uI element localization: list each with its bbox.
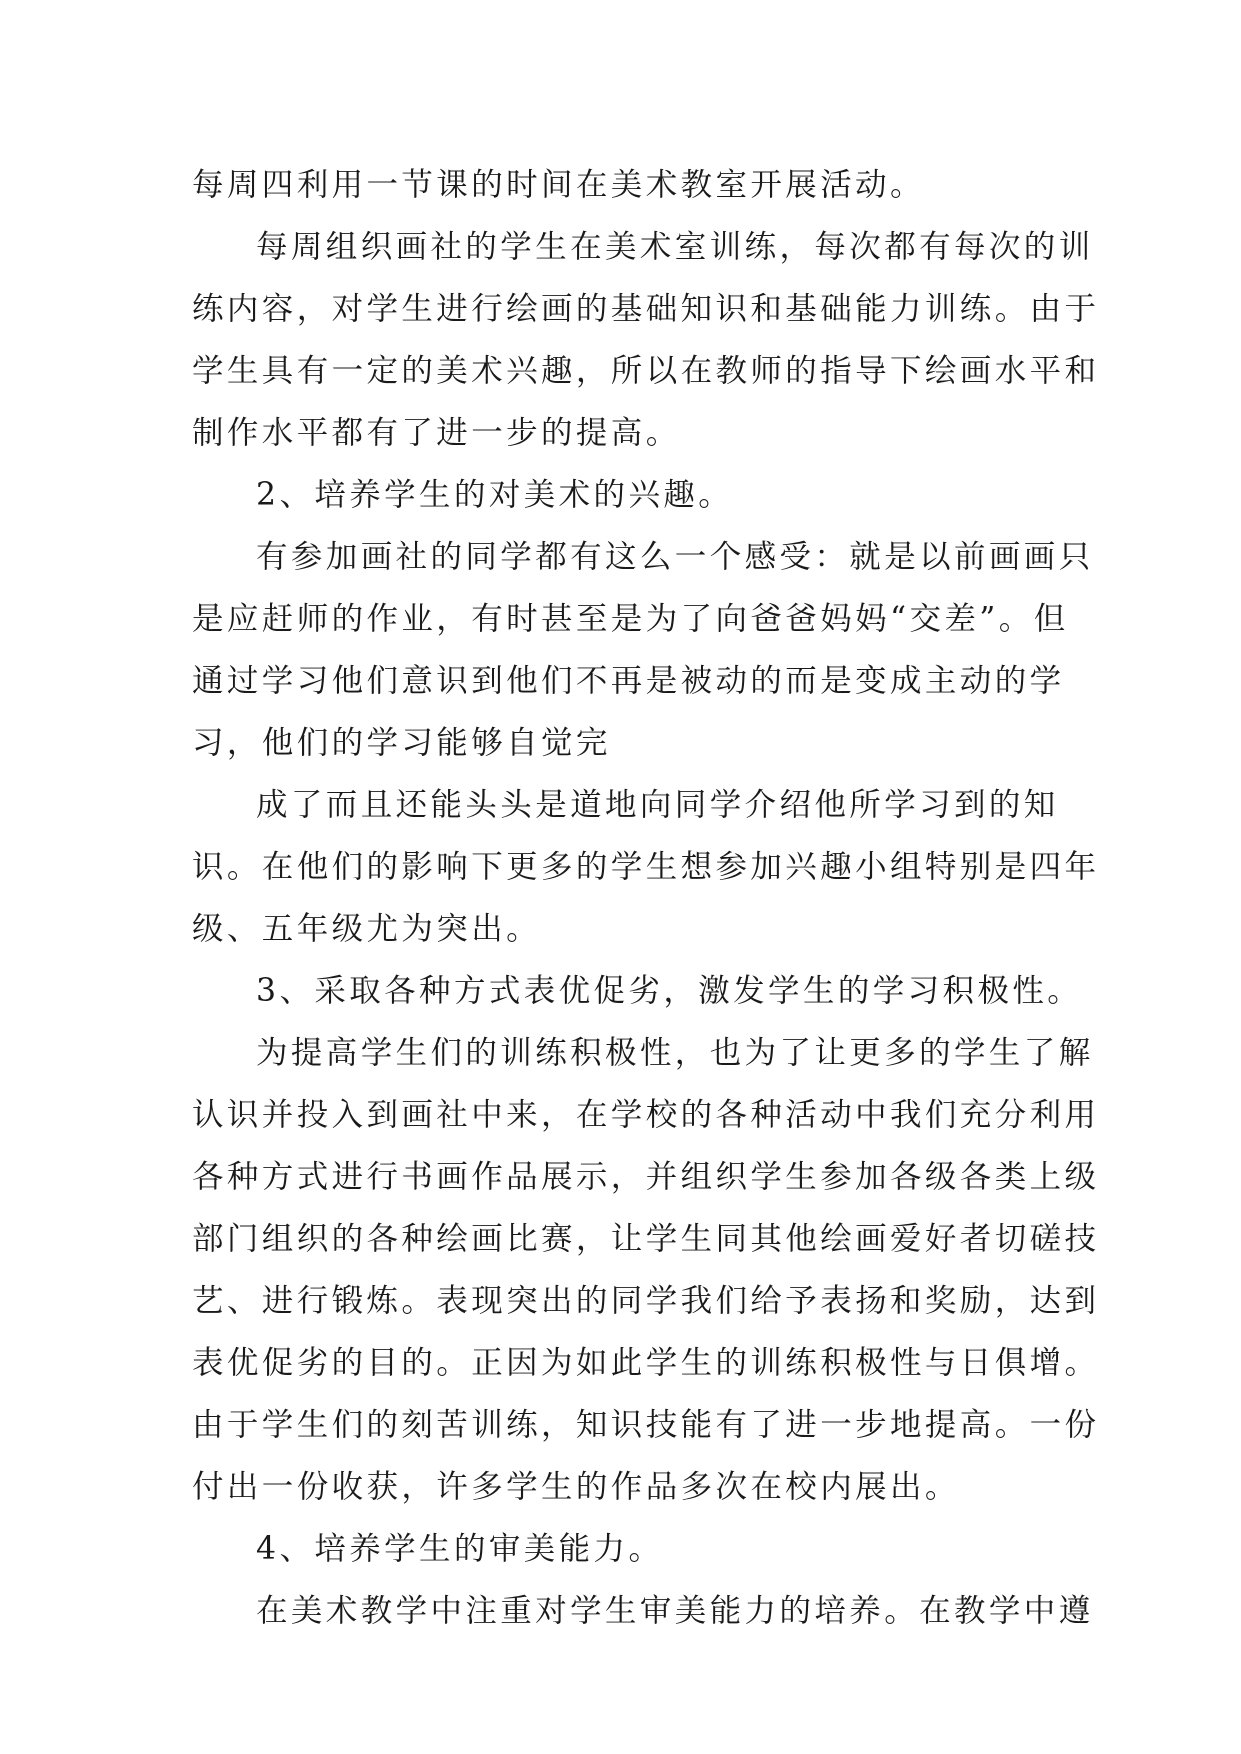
text-line: 由于学生们的刻苦训练，知识技能有了进一步地提高。一份 [192,1407,1100,1443]
text-line: 学生具有一定的美术兴趣，所以在教师的指导下绘画水平和 [192,353,1100,389]
text-line: 艺、进行锻炼。表现突出的同学我们给予表扬和奖励，达到 [192,1283,1100,1319]
text-line: 每周四利用一节课的时间在美术教室开展活动。 [192,167,925,203]
text-line: 认识并投入到画社中来，在学校的各种活动中我们充分利用 [192,1097,1100,1133]
text-line: 每周组织画社的学生在美术室训练，每次都有每次的训 [256,229,1094,265]
document-body [192,154,1100,1642]
text-line: 表优促劣的目的。正因为如此学生的训练积极性与日俱增。 [192,1345,1100,1381]
text-line: 识。在他们的影响下更多的学生想参加兴趣小组特别是四年 [192,849,1100,885]
text-line: 是应赶师的作业，有时甚至是为了向爸爸妈妈“交差”。但 [192,601,1069,637]
text-line: 各种方式进行书画作品展示，并组织学生参加各级各类上级 [192,1159,1100,1195]
text-line: 在美术教学中注重对学生审美能力的培养。在教学中遵 [256,1593,1094,1629]
text-line: 制作水平都有了进一步的提高。 [192,415,681,451]
text-line: 通过学习他们意识到他们不再是被动的而是变成主动的学 [192,663,1065,699]
text-line: 部门组织的各种绘画比赛，让学生同其他绘画爱好者切磋技 [192,1221,1100,1257]
section-heading: 4、培养学生的审美能力。 [256,1531,664,1567]
section-heading: 2、培养学生的对美术的兴趣。 [256,477,734,513]
text-line: 付出一份收获，许多学生的作品多次在校内展出。 [192,1469,960,1505]
text-line: 练内容，对学生进行绘画的基础知识和基础能力训练。由于 [192,291,1100,327]
text-line: 成了而且还能头头是道地向同学介绍他所学习到的知 [256,787,1059,823]
text-line: 级、五年级尤为突出。 [192,911,542,947]
text-line: 有参加画社的同学都有这么一个感受：就是以前画画只 [256,539,1094,575]
section-heading: 3、采取各种方式表优促劣，激发学生的学习积极性。 [256,973,1083,1009]
text-line: 为提高学生们的训练积极性，也为了让更多的学生了解 [256,1035,1094,1071]
text-line: 习，他们的学习能够自觉完 [192,725,611,761]
